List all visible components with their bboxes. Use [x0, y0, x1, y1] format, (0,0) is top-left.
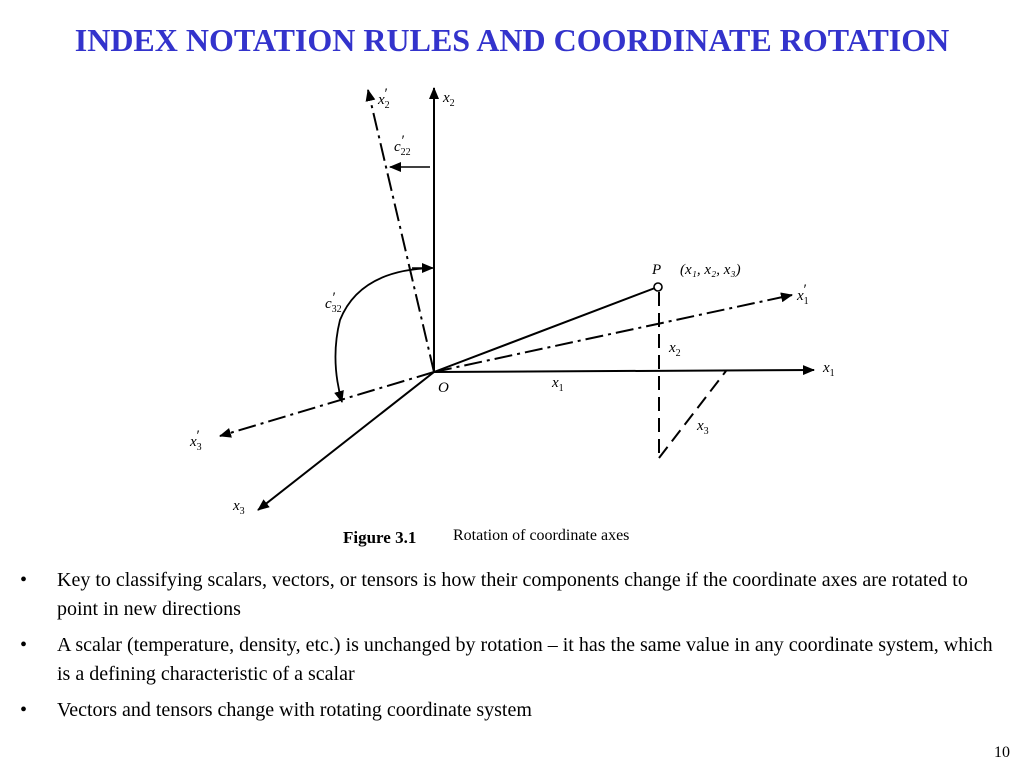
x1-axis	[434, 370, 814, 372]
page-number: 10	[994, 744, 1010, 761]
bullet-text: Vectors and tensors change with rotating coordinate system	[57, 699, 532, 721]
label-p: P	[652, 262, 662, 278]
label-x3-prime: $x_3'$	[190, 428, 202, 453]
figure-caption-text: Rotation of coordinate axes	[453, 527, 630, 544]
label-c22: $c_{22}'$	[394, 133, 411, 158]
label-x3-segment: $x_3$	[697, 418, 709, 437]
x3-axis	[258, 372, 434, 510]
label-x2-prime: $x_2'$	[378, 86, 390, 111]
bullet-marker: •	[20, 699, 28, 721]
label-x2: $x_2$	[443, 90, 455, 109]
label-c32: $c_{32}'$	[325, 290, 342, 315]
position-vector-op	[434, 288, 655, 372]
bullet-marker: •	[20, 634, 28, 656]
x1-prime-axis	[434, 295, 792, 372]
x3-component-line	[659, 371, 726, 458]
bullet-list	[20, 566, 1010, 732]
label-x1: $x_1$	[823, 360, 835, 379]
bullet-text: A scalar (temperature, density, etc.) is unchanged by rotation – it has the same value in any coordinate system, which is a defining characteristic of a scalar	[57, 634, 993, 685]
label-x2-segment: $x_2$	[669, 340, 681, 359]
label-x1-segment: $x_1$	[552, 375, 564, 394]
bullet-text: Key to classifying scalars, vectors, or tensors is how their components change if the coordinate axes are rotated to point in new directions	[57, 569, 968, 620]
label-p-coords: (x₁, x₂, x₃)	[680, 262, 741, 278]
point-p-marker	[654, 283, 662, 291]
c32-angle-arc	[335, 268, 432, 402]
x3-prime-axis	[220, 372, 434, 436]
bullet-marker: •	[20, 569, 28, 591]
label-x1-prime: $x_1'$	[797, 282, 809, 307]
slide-title: INDEX NOTATION RULES AND COORDINATE ROTATION	[74, 22, 950, 58]
bullet-item	[20, 631, 1010, 689]
label-origin: O	[438, 380, 449, 396]
bullet-item	[20, 566, 1010, 624]
label-x3: $x_3$	[233, 498, 245, 517]
bullet-item	[20, 696, 1010, 725]
figure-caption-number: Figure 3.1	[343, 528, 417, 547]
